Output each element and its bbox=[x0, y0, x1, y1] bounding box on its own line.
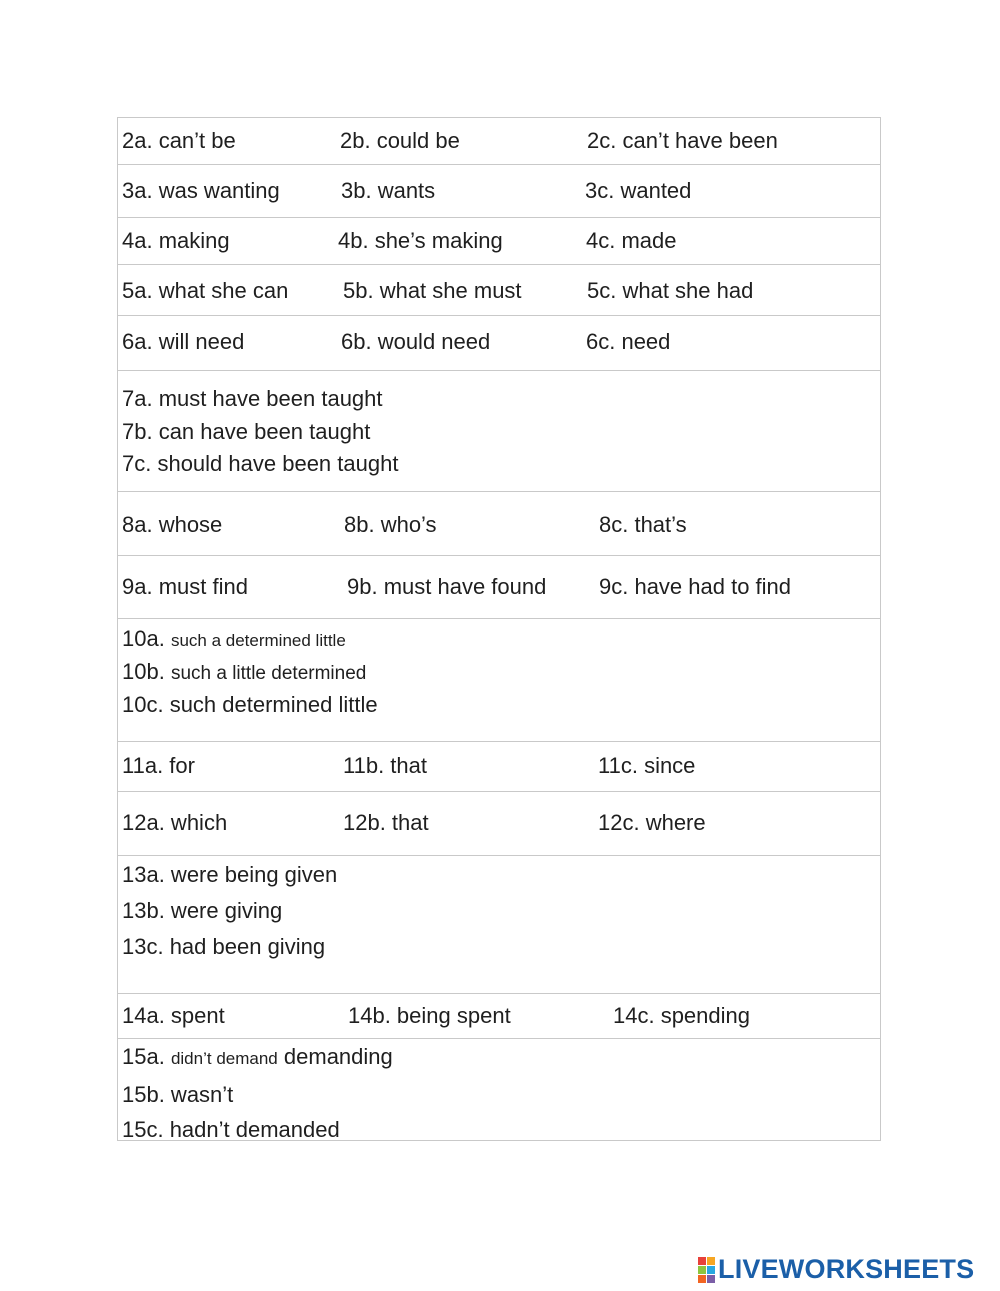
option-6b[interactable]: 6b. would need bbox=[341, 329, 491, 354]
option-3b[interactable]: 3b. wants bbox=[341, 178, 436, 203]
option-2b[interactable]: 2b. could be bbox=[340, 128, 460, 153]
question-row-9 bbox=[118, 556, 880, 619]
question-row-11 bbox=[118, 742, 880, 792]
option-12a[interactable]: 12a. which bbox=[122, 810, 228, 835]
option-13c[interactable]: 13c. had been giving bbox=[122, 934, 326, 959]
option-2a[interactable]: 2a. can’t be bbox=[122, 128, 236, 153]
option-13a[interactable]: 13a. were being given bbox=[122, 862, 338, 887]
option-15a-text: demanding bbox=[283, 1044, 393, 1069]
option-15a-struck-text: didn’t demand bbox=[170, 1049, 278, 1068]
option-11c[interactable]: 11c. since bbox=[598, 753, 696, 778]
question-row-5 bbox=[118, 265, 880, 316]
option-4a[interactable]: 4a. making bbox=[122, 228, 230, 253]
option-5c[interactable]: 5c. what she had bbox=[587, 278, 754, 303]
options-stack-15 bbox=[122, 1039, 393, 1148]
option-11a[interactable]: 11a. for bbox=[122, 753, 195, 778]
option-9a[interactable]: 9a. must find bbox=[122, 574, 248, 599]
question-row-3 bbox=[118, 165, 880, 218]
option-13b[interactable]: 13b. were giving bbox=[122, 898, 283, 923]
option-14b[interactable]: 14b. being spent bbox=[348, 1003, 511, 1028]
option-9b[interactable]: 9b. must have found bbox=[347, 574, 547, 599]
question-row-15 bbox=[118, 1039, 880, 1141]
question-row-8 bbox=[118, 492, 880, 556]
option-7b[interactable]: 7b. can have been taught bbox=[122, 418, 371, 444]
option-15b[interactable]: 15b. wasn’t bbox=[122, 1081, 234, 1107]
option-2c[interactable]: 2c. can’t have been bbox=[587, 128, 778, 153]
option-12b[interactable]: 12b. that bbox=[343, 810, 429, 835]
option-10b[interactable] bbox=[122, 656, 378, 689]
option-6a[interactable]: 6a. will need bbox=[122, 329, 245, 354]
options-stack-10 bbox=[122, 623, 378, 720]
options-stack-13 bbox=[122, 857, 337, 965]
question-row-2 bbox=[118, 118, 880, 165]
option-7a[interactable]: 7a. must have been taught bbox=[122, 386, 383, 411]
option-10b-text: such a little determined bbox=[170, 663, 367, 684]
option-5a[interactable]: 5a. what she can bbox=[122, 278, 289, 303]
option-6c[interactable]: 6c. need bbox=[586, 329, 671, 354]
option-4b[interactable]: 4b. she’s making bbox=[338, 228, 503, 253]
option-3c[interactable]: 3c. wanted bbox=[585, 178, 692, 203]
option-11b[interactable]: 11b. that bbox=[343, 753, 427, 778]
option-15c[interactable]: 15c. hadn’t demanded bbox=[122, 1117, 340, 1142]
logo-square-6 bbox=[707, 1275, 715, 1283]
option-10a-text: such a determined little bbox=[170, 631, 346, 650]
question-row-10 bbox=[118, 619, 880, 742]
option-15a[interactable] bbox=[122, 1039, 393, 1077]
option-4c[interactable]: 4c. made bbox=[586, 228, 677, 253]
option-10b-prefix: 10b. bbox=[122, 659, 165, 684]
option-10c[interactable]: 10c. such determined little bbox=[122, 692, 378, 717]
option-9c[interactable]: 9c. have had to find bbox=[599, 574, 792, 599]
question-row-12 bbox=[118, 792, 880, 856]
question-row-14 bbox=[118, 994, 880, 1039]
option-10a-prefix: 10a. bbox=[122, 626, 165, 651]
option-14a[interactable]: 14a. spent bbox=[122, 1003, 225, 1028]
question-row-4 bbox=[118, 218, 880, 265]
logo-square-1 bbox=[698, 1257, 706, 1265]
option-3a[interactable]: 3a. was wanting bbox=[122, 178, 280, 203]
logo-text: LIVEWORKSHEETS bbox=[718, 1254, 975, 1284]
question-row-13 bbox=[118, 856, 880, 994]
option-8b[interactable]: 8b. who’s bbox=[344, 512, 437, 537]
logo-square-2 bbox=[707, 1257, 715, 1265]
options-stack-7 bbox=[122, 383, 398, 481]
logo-square-3 bbox=[698, 1266, 706, 1274]
logo-square-5 bbox=[698, 1275, 706, 1283]
option-5b[interactable]: 5b. what she must bbox=[343, 278, 522, 303]
liveworksheets-logo[interactable] bbox=[698, 1254, 974, 1285]
question-row-6 bbox=[118, 316, 880, 371]
option-7c[interactable]: 7c. should have been taught bbox=[122, 451, 399, 476]
answer-options-table bbox=[117, 117, 881, 1141]
option-10a[interactable] bbox=[122, 623, 378, 656]
option-12c[interactable]: 12c. where bbox=[598, 810, 706, 835]
option-8a[interactable]: 8a. whose bbox=[122, 512, 223, 537]
logo-mark-icon bbox=[698, 1257, 715, 1283]
option-8c[interactable]: 8c. that’s bbox=[599, 512, 687, 537]
option-15a-prefix: 15a. bbox=[122, 1044, 165, 1069]
option-14c[interactable]: 14c. spending bbox=[613, 1003, 750, 1028]
logo-square-4 bbox=[707, 1266, 715, 1274]
question-row-7 bbox=[118, 371, 880, 492]
